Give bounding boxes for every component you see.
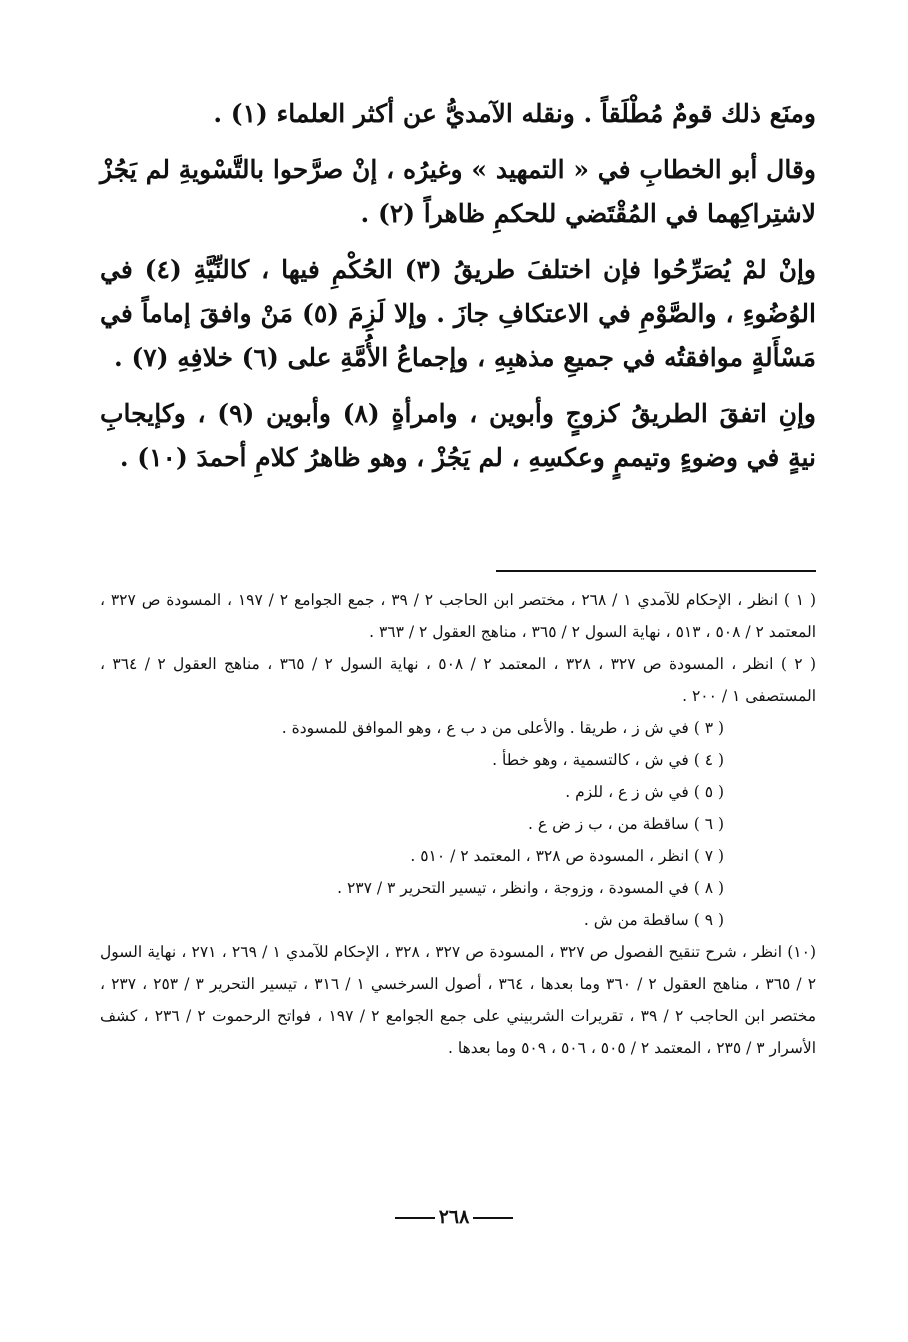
paragraph-3: وإنْ لمْ يُصَرِّحُوا فإن اختلفَ طريقُ (٣) الحُكْمِ فيها ، كالنِّيَّةِ (٤) في الوُضُوءِ ، والصَّوْمِ في الاعتكافِ جازَ . وإلا لَزِمَ (٥) مَنْ وافقَ إماماً في مَسْأَلةٍ موافقتُه في جميعِ مذهبِهِ ، وإجماعُ الأُمَّةِ على (٦) خلافِهِ (٧) . bbox=[100, 255, 816, 372]
folio-dash-left bbox=[395, 1217, 435, 1219]
paragraph-2: وقال أبو الخطابِ في « التمهيد » وغيرُه ، إنْ صرَّحوا بالتَّسْويةِ لم يَجُزْ لاشتِراكِهما في المُقْتَضي للحكمِ ظاهراً (٢) . bbox=[100, 155, 816, 228]
footnote-divider bbox=[496, 570, 816, 572]
footnote-7: ( ٧ ) انظر ، المسودة ص ٣٢٨ ، المعتمد ٢ / ٥١٠ . bbox=[410, 847, 724, 865]
footnote-5: ( ٥ ) في ش ز ع ، للزم . bbox=[565, 783, 724, 801]
page-number bbox=[0, 1206, 908, 1228]
footnote-8: ( ٨ ) في المسودة ، وزوجة ، وانظر ، تيسير التحرير ٣ / ٢٣٧ . bbox=[337, 879, 724, 897]
footnote-3: ( ٣ ) في ش ز ، طريقا . والأعلى من د ب ع ، وهو الموافق للمسودة . bbox=[281, 719, 724, 737]
footnote-4: ( ٤ ) في ش ، كالتسمية ، وهو خطأ . bbox=[492, 751, 724, 769]
footnote-2: ( ٢ ) انظر ، المسودة ص ٣٢٧ ، ٣٢٨ ، المعتمد ٢ / ٥٠٨ ، نهاية السول ٢ / ٣٦٥ ، مناهج العقول ٢ / ٣٦٤ ، المستصفى ١ / ٢٠٠ . bbox=[100, 655, 817, 705]
page-number-text: ٢٦٨ bbox=[438, 1206, 470, 1228]
paragraph-4: وإنِ اتفقَ الطريقُ كزوجٍ وأبوين ، وامرأةٍ (٨) وأبوين (٩) ، وكإيجابِ نيةٍ في وضوءٍ وتيممٍ وعكسِهِ ، لم يَجُزْ ، وهو ظاهرُ كلامِ أحمدَ (١٠) . bbox=[100, 399, 816, 472]
footnote-6: ( ٦ ) ساقطة من ، ب ز ض ع . bbox=[528, 815, 724, 833]
folio-dash-right bbox=[473, 1217, 513, 1219]
footnote-10: (١٠) انظر ، شرح تنقيح الفصول ص ٣٢٧ ، المسودة ص ٣٢٧ ، ٣٢٨ ، الإحكام للآمدي ١ / ٢٦٩ ، ٢٧١ ، نهاية السول ٢ / ٣٦٥ ، مناهج العقول ٢ / ٣٦٠ وما بعدها ، ٣٦٤ ، أصول السرخسي ١ / ٣١٦ ، تيسير التحرير ٣ / ٢٥٣ ، ٢٣٧ ، مختصر ابن الحاجب ٢ / ٣٩ ، تقريرات الشربيني على جمع الجوامع ٢ / ١٩٧ ، فواتح الرحموت ٢ / ٢٣٦ ، كشف الأسرار ٣ / ٢٣٥ ، المعتمد ٢ / ٥٠٥ ، ٥٠٦ ، ٥٠٩ وما بعدها . bbox=[100, 943, 817, 1057]
footnotes bbox=[100, 584, 816, 1064]
footnote-1: ( ١ ) انظر ، الإحكام للآمدي ١ / ٢٦٨ ، مختصر ابن الحاجب ٢ / ٣٩ ، جمع الجوامع ٢ / ١٩٧ ، المسودة ص ٣٢٧ ، المعتمد ٢ / ٥٠٨ ، ٥١٣ ، نهاية السول ٢ / ٣٦٥ ، مناهج العقول ٢ / ٣٦٣ . bbox=[100, 591, 817, 641]
paragraph-1: ومنَع ذلك قومٌ مُطْلَقاً . ونقله الآمديُّ عن أكثر العلماء (١) . bbox=[213, 99, 816, 128]
footnote-9: ( ٩ ) ساقطة من ش . bbox=[583, 911, 724, 929]
main-text bbox=[100, 92, 816, 480]
